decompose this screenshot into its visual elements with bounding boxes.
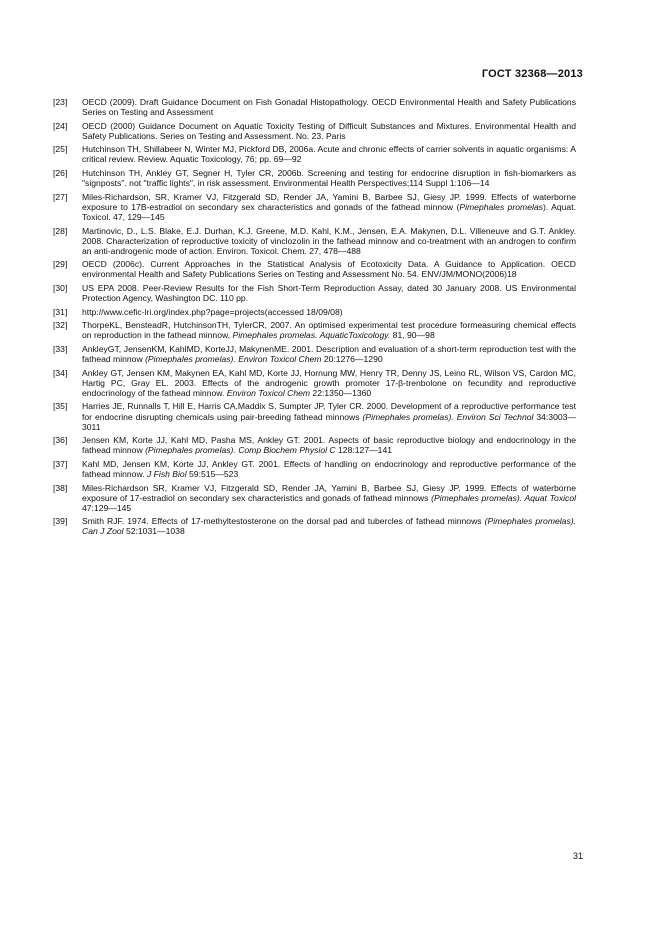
reference-number: [31] xyxy=(53,306,68,317)
reference-number: [39] xyxy=(53,516,68,527)
reference-item xyxy=(53,368,576,398)
reference-text: Martinovic, D., L.S. Blake, E.J. Durhan, K.J. Greene, M.D. Kahl, K.M., Jensen, E.A. Makynen, D.L. Villeneuve and G.T. Ankley. 2008. Characterization of reproductive toxicity of vinclozolin in the fathead minnow and co-treatment with an androgen to confirm an anti-androgenic mode of action. Environ. Toxicol. Chem. 27, 478—488 xyxy=(82,225,576,256)
reference-text: US EPA 2008. Peer-Review Results for the Fish Short-Term Reproduction Assay, dated 30 January 2008. US Environmental Protection Agency, Washington DC. 110 pp. xyxy=(82,283,576,304)
reference-item xyxy=(53,320,576,340)
reference-item xyxy=(53,259,576,279)
reference-item xyxy=(53,483,576,513)
reference-item xyxy=(53,435,576,455)
reference-item xyxy=(53,168,576,188)
reference-text: ThorpeKL, BensteadR, HutchinsonTH, TylerCR, 2007. An optimised experimental test procedure formeasuring chemical effects on reproduction in the fathead minnow, Pimephales promelas. AquaticToxicology. 81, 90—98 xyxy=(82,320,576,341)
reference-text: Ankley GT, Jensen KM, Makynen EA, Kahl MD, Korte JJ, Hornung MW, Henry TR, Denny JS, Leino RL, Wilson VS, Cardon MC, Hartig PC, Gray EL. 2003. Effects of the androgenic growth promoter 17-β-trenbolone on fecundity and reproductive endocrinology of the fathead minnow. Environ Toxicol Chem 22:1350—1360 xyxy=(82,367,576,398)
reference-item xyxy=(53,344,576,364)
reference-item xyxy=(53,226,576,256)
reference-number: [23] xyxy=(53,97,68,107)
reference-item xyxy=(53,144,576,164)
reference-number: [34] xyxy=(53,367,68,378)
reference-item xyxy=(53,516,576,536)
reference-text: Hutchinson TH, Shillabeer N, Winter MJ, Pickford DB, 2006a. Acute and chronic effects of carrier solvents in aquatic organisms: A critical review. Review. Aquatic Toxicology, 76; pp. 69—92 xyxy=(82,144,576,165)
reference-number: [25] xyxy=(53,144,68,155)
reference-item xyxy=(53,307,576,317)
reference-text: OECD (2009). Draft Guidance Document on Fish Gonadal Histopathology. OECD Environmental Health and Safety Publications Series on Testing and Assessment xyxy=(82,97,576,118)
reference-item xyxy=(53,121,576,141)
reference-item xyxy=(53,459,576,479)
page-number: 31 xyxy=(572,851,583,861)
reference-item xyxy=(53,97,576,117)
document-code-header: ГОСТ 32368—2013 xyxy=(481,68,583,80)
reference-text: OECD (2006c). Current Approaches in the Statistical Analysis of Ecotoxicity Data. A Guidance to Application. OECD environmental Health and Safety Publications Series on Testing and Assessment No. 54. ENV/JM/MONO(2006)18 xyxy=(82,259,576,280)
reference-item xyxy=(53,401,576,431)
reference-number: [33] xyxy=(53,343,68,354)
reference-number: [27] xyxy=(53,191,68,202)
reference-number: [32] xyxy=(53,320,68,331)
reference-text: AnkleyGT, JensenKM, KahlMD, KorteJJ, MakynenME. 2001. Description and evaluation of a short-term reproduction test with the fathead minnow (Pimephales promelas). Environ Toxicol Chem 20:1276—1290 xyxy=(82,343,576,365)
reference-text: Miles-Richardson, SR, Kramer VJ, Fitzgerald SD, Render JA, Yamini B, Barbee SJ, Giesy JP. 1999. Effects of waterborne exposure to 17B-estradiol on secondary sex characteristics and gonads of the fathead minnow (Pimephales promelas). Aquat. Toxicol. 47, 129—145 xyxy=(82,191,576,222)
reference-text: Jensen KM, Korte JJ, Kahl MD, Pasha MS, Ankley GT. 2001. Aspects of basic reproductive biology and endocrinology in the fathead minnow (Pimephales promelas). Comp Biochem Physiol C 128:127—141 xyxy=(82,435,576,456)
reference-number: [37] xyxy=(53,458,68,469)
reference-number: [28] xyxy=(53,225,68,236)
reference-item xyxy=(53,283,576,303)
reference-text: Kahl MD, Jensen KM, Korte JJ, Ankley GT. 2001. Effects of handling on endocrinology and reproductive performance of the fathead minnow. J Fish Biol 59:515—523 xyxy=(82,458,576,479)
reference-list xyxy=(53,97,576,540)
reference-number: [35] xyxy=(53,401,68,412)
reference-number: [24] xyxy=(53,120,68,131)
reference-number: [36] xyxy=(53,435,68,446)
reference-text: Miles-Richardson SR, Kramer VJ, Fitzgerald SD, Render JA, Yamini B, Barbee SJ, Giesy JP. 1999. Effects of waterborne exposure of 17-estradiol on secondary sex characteristics and gonads of fathead minnows (Pimephales promelas). Aquat Toxicol 47:129—145 xyxy=(82,482,577,513)
reference-number: [38] xyxy=(53,482,68,493)
reference-text: Harries JE, Runnalls T, Hill E, Harris CA,Maddix S, Sumpter JP, Tyler CR. 2000. Development of a reproductive performance test for endocrine disrupting chemicals using pair-breeding fathead minnows (Pimephales promelas). Environ Sci Technol 34:3003—3011 xyxy=(82,401,577,432)
reference-text: Smith RJF. 1974. Effects of 17-methyltestosterone on the dorsal pad and tubercles of fathead minnows (Pimephales promelas). Can J Zool 52:1031—1038 xyxy=(82,516,576,537)
reference-item xyxy=(53,192,576,222)
reference-number: [30] xyxy=(53,283,68,293)
reference-text: Hutchinson TH, Ankley GT, Segner H, Tyler CR, 2006b. Screening and testing for endocrine disruption in fish-biomarkers as "signposts". not "traffic lights", in risk assessment. Environmental Health Perspectives;114 Suppl 1:106—14 xyxy=(82,168,576,189)
reference-number: [26] xyxy=(53,168,68,179)
reference-text[interactable]: http://www.cefic-lri.org/index.php?page=projects(accessed 18/09/08) xyxy=(82,306,343,317)
reference-text: OECD (2000) Guidance Document on Aquatic Toxicity Testing of Difficult Substances and Mixtures. Environmental Health and Safety Publications. Series on Testing and Assessment. No. 23. Paris xyxy=(82,120,576,141)
reference-number: [29] xyxy=(53,259,68,270)
